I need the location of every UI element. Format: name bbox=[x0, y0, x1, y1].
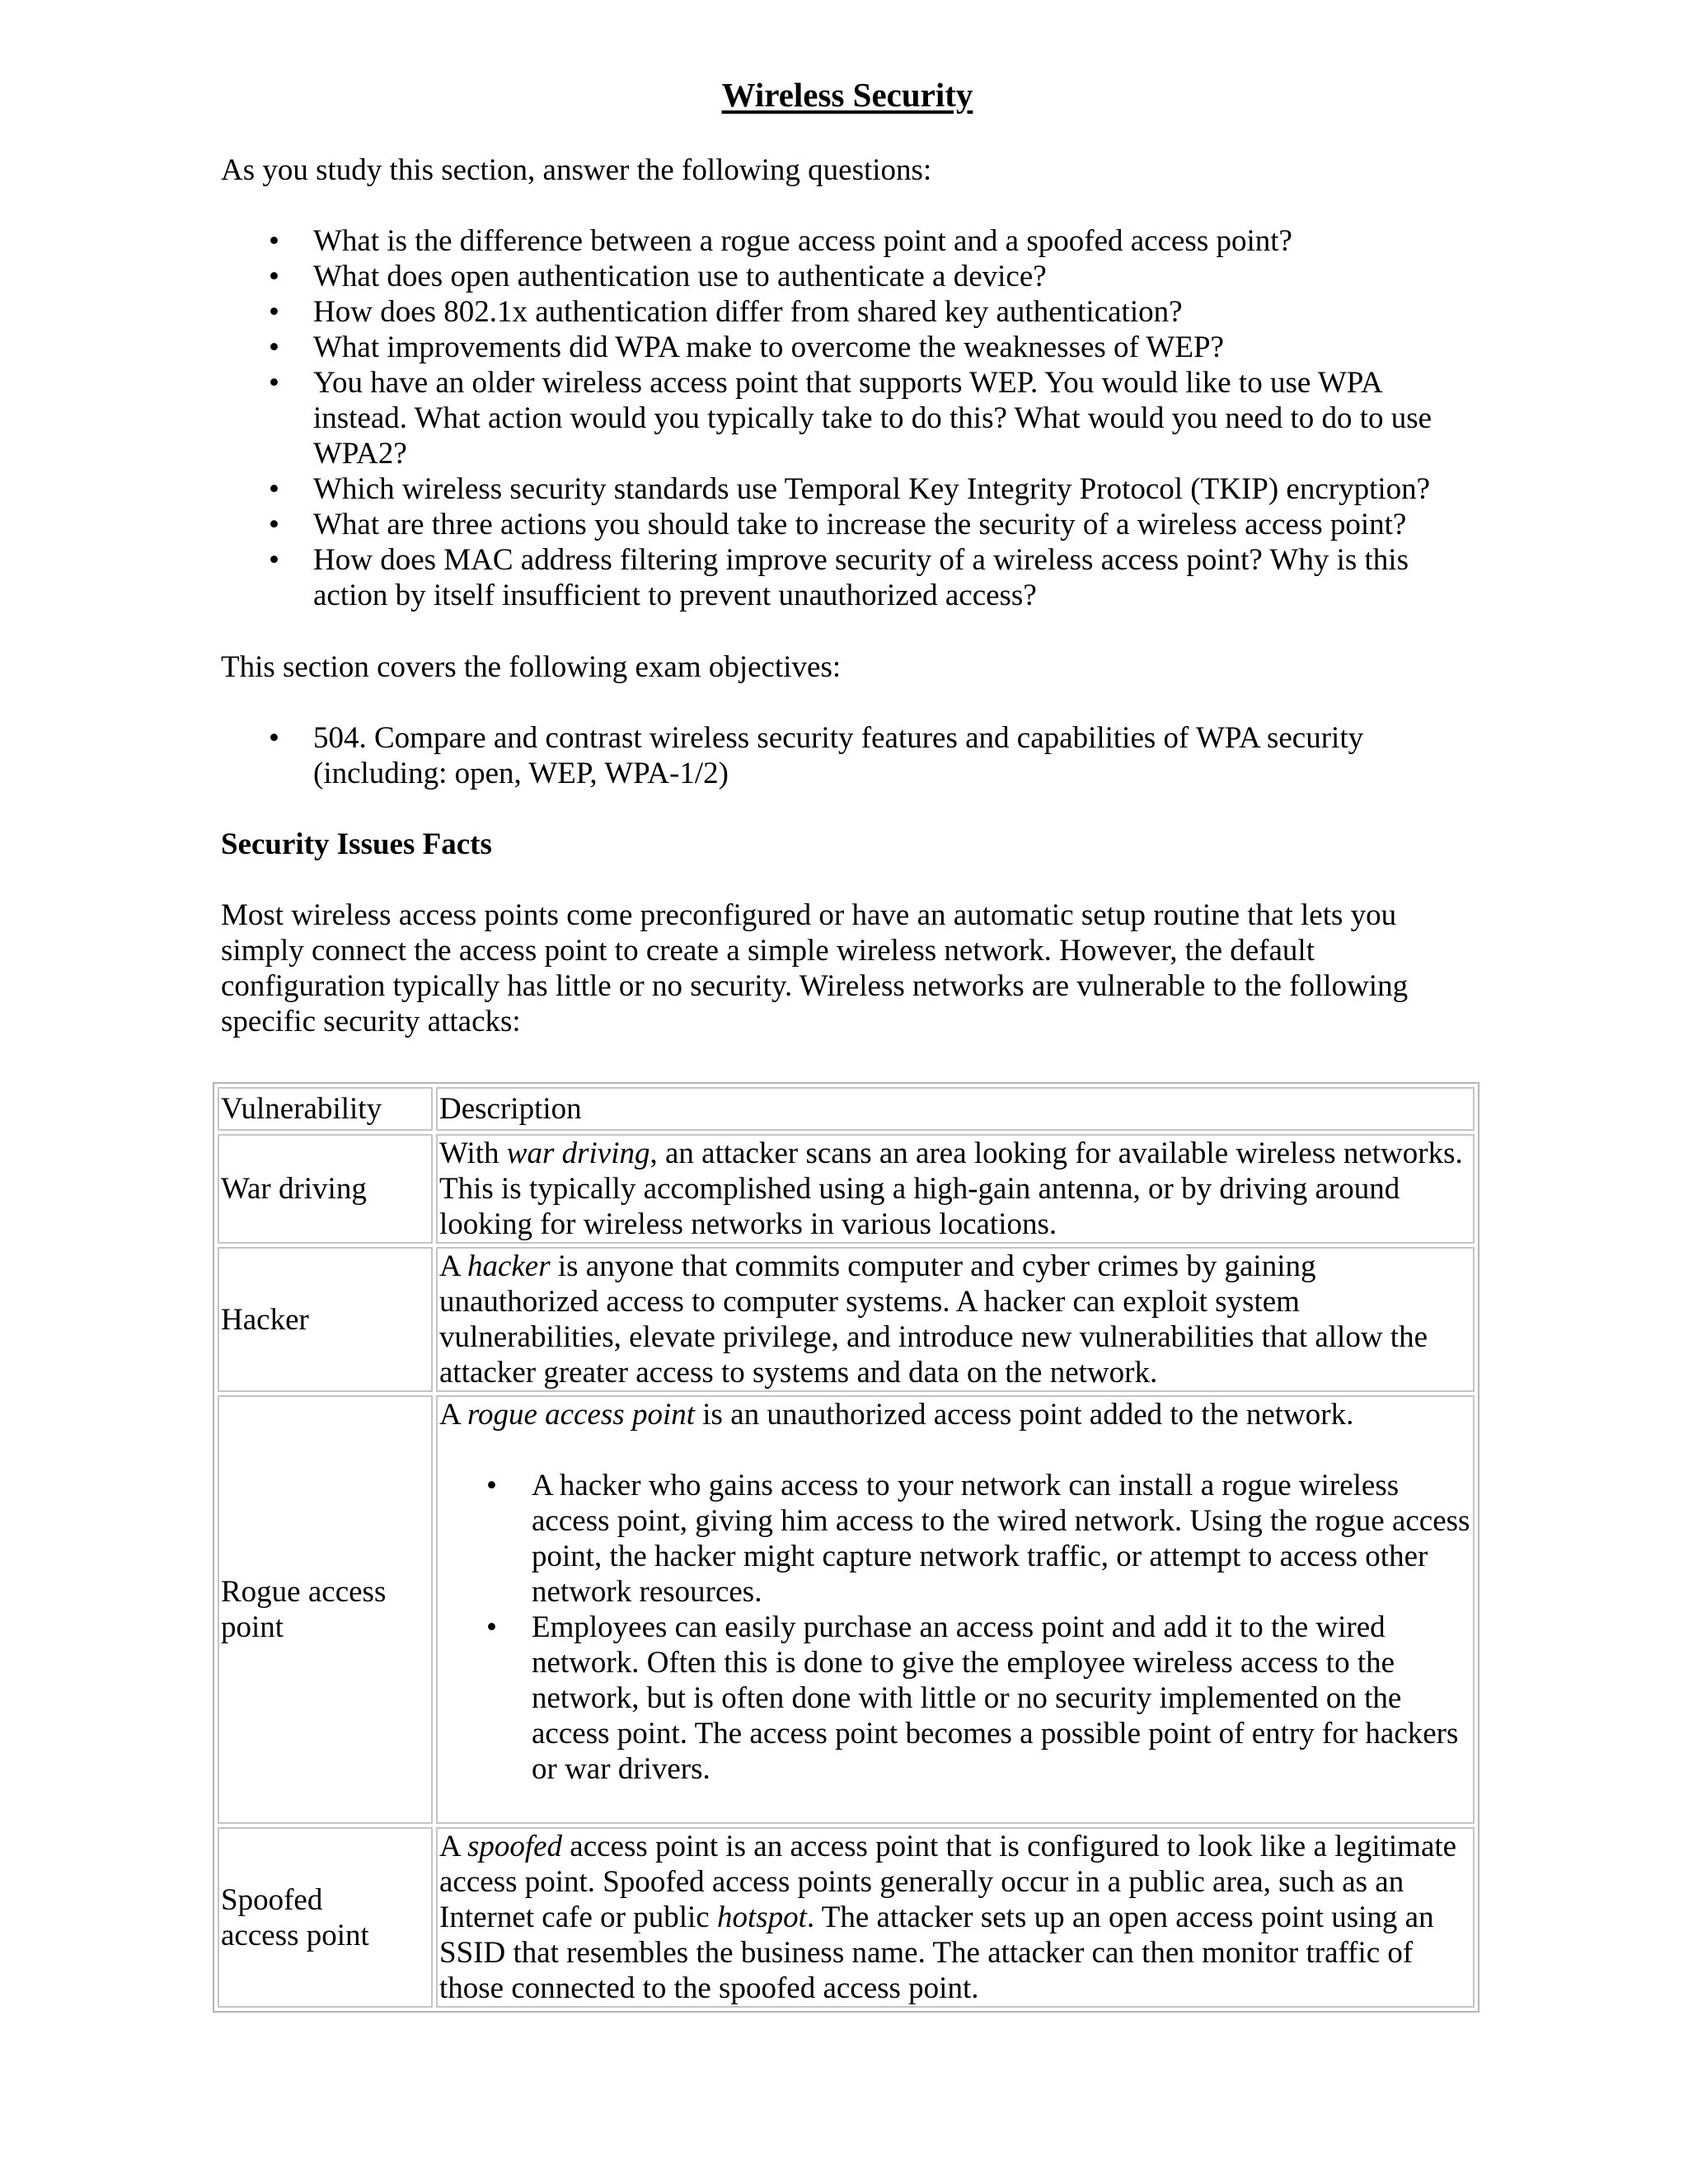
table-row bbox=[218, 1395, 1475, 1824]
italic-term: hotspot bbox=[716, 1900, 807, 1934]
text-span: With bbox=[439, 1137, 507, 1170]
table-row bbox=[218, 1134, 1475, 1244]
vulnerability-name: Spoofed access point bbox=[218, 1827, 433, 2008]
text-span: A bbox=[439, 1830, 467, 1863]
vulnerability-description bbox=[436, 1247, 1475, 1392]
table-header-row bbox=[218, 1087, 1475, 1131]
text-span: access point is an access point that is configured to look like a legitimate access point. Spoofed access points generally occur in a public area, such as an Internet cafe or public bbox=[439, 1830, 1457, 1934]
text-span: A bbox=[439, 1398, 467, 1432]
vulnerability-table bbox=[213, 1082, 1479, 2013]
section-heading: Security Issues Facts bbox=[221, 827, 492, 861]
italic-term: rogue access point bbox=[467, 1398, 696, 1432]
text-span: , an attacker scans an area looking for available wireless networks. This is typically accomplished using a high-gain antenna, or by driving around looking for wireless networks in various locations. bbox=[439, 1137, 1463, 1241]
text-span: is an unauthorized access point added to the network. bbox=[695, 1398, 1354, 1432]
objectives-intro: This section covers the following exam objectives: bbox=[221, 650, 842, 684]
list-item: • What is the difference between a rogue access point and a spoofed access point? bbox=[221, 223, 1474, 259]
list-item: • You have an older wireless access point that supports WEP. You would like to use WPA instead. What action would you typically take to do this? What would you need to do to use WPA2? bbox=[221, 365, 1474, 471]
vulnerability-name: Hacker bbox=[218, 1247, 433, 1392]
vulnerability-name: War driving bbox=[218, 1134, 433, 1244]
list-item: • How does 802.1x authentication differ from shared key authentication? bbox=[221, 294, 1474, 330]
vulnerability-description bbox=[436, 1134, 1475, 1244]
vulnerability-description bbox=[436, 1395, 1475, 1824]
intro-paragraph: As you study this section, answer the following questions: bbox=[221, 153, 932, 187]
text-span: is anyone that commits computer and cyber crimes by gaining unauthorized access to computer systems. A hacker can exploit system vulnerabilities, elevate privilege, and introduce new vulnerabilities that allow the attacker greater access to systems and data on the network. bbox=[439, 1249, 1428, 1390]
vulnerability-description bbox=[436, 1827, 1475, 2008]
description-text bbox=[439, 1397, 1471, 1432]
facts-paragraph: Most wireless access points come preconfigured or have an automatic setup routine that lets you simply connect the access point to create a simple wireless network. However, the default configuration typically has little or no security. Wireless networks are vulnerable to the following specific security attacks: bbox=[221, 898, 1409, 1038]
questions-list bbox=[221, 223, 1474, 613]
text-span: A bbox=[439, 1249, 467, 1283]
italic-term: war driving bbox=[506, 1137, 650, 1170]
table-row bbox=[218, 1827, 1475, 2008]
vulnerability-name: Rogue access point bbox=[218, 1395, 433, 1824]
list-item: • What does open authentication use to authenticate a device? bbox=[221, 259, 1474, 294]
italic-term: hacker bbox=[467, 1249, 551, 1283]
page-title: Wireless Security bbox=[721, 76, 973, 114]
text-span: . The attacker sets up an open access point using an SSID that resembles the business name. The attacker can then monitor traffic of those connected to the spoofed access point. bbox=[439, 1900, 1434, 2005]
description-text bbox=[439, 1829, 1471, 2006]
list-item: • 504. Compare and contrast wireless security features and capabilities of WPA security (including: open, WEP, WPA-1/2) bbox=[221, 720, 1474, 791]
list-item: • A hacker who gains access to your network can install a rogue wireless access point, giving him access to the wired network. Using the rogue access point, the hacker might capture network traffic, or attempt to access other network resources. bbox=[439, 1468, 1471, 1610]
list-item: • Which wireless security standards use Temporal Key Integrity Protocol (TKIP) encryption? bbox=[221, 471, 1474, 507]
description-text bbox=[439, 1136, 1471, 1242]
italic-term: spoofed bbox=[467, 1830, 563, 1863]
column-header-vulnerability: Vulnerability bbox=[218, 1087, 433, 1131]
list-item: • What are three actions you should take to increase the security of a wireless access point? bbox=[221, 507, 1474, 542]
column-header-description: Description bbox=[436, 1087, 1475, 1131]
list-item: • Employees can easily purchase an access point and add it to the wired network. Often this is done to give the employee wireless access to the network, but is often done with little or no security implemented on the access point. The access point becomes a possible point of entry for hackers or war drivers. bbox=[439, 1610, 1471, 1787]
list-item: • What improvements did WPA make to overcome the weaknesses of WEP? bbox=[221, 330, 1474, 365]
objectives-list bbox=[221, 720, 1474, 791]
list-item: • How does MAC address filtering improve security of a wireless access point? Why is this action by itself insufficient to prevent unauthorized access? bbox=[221, 542, 1474, 613]
rogue-details-list bbox=[439, 1468, 1471, 1787]
description-text bbox=[439, 1249, 1471, 1390]
table-row bbox=[218, 1247, 1475, 1392]
